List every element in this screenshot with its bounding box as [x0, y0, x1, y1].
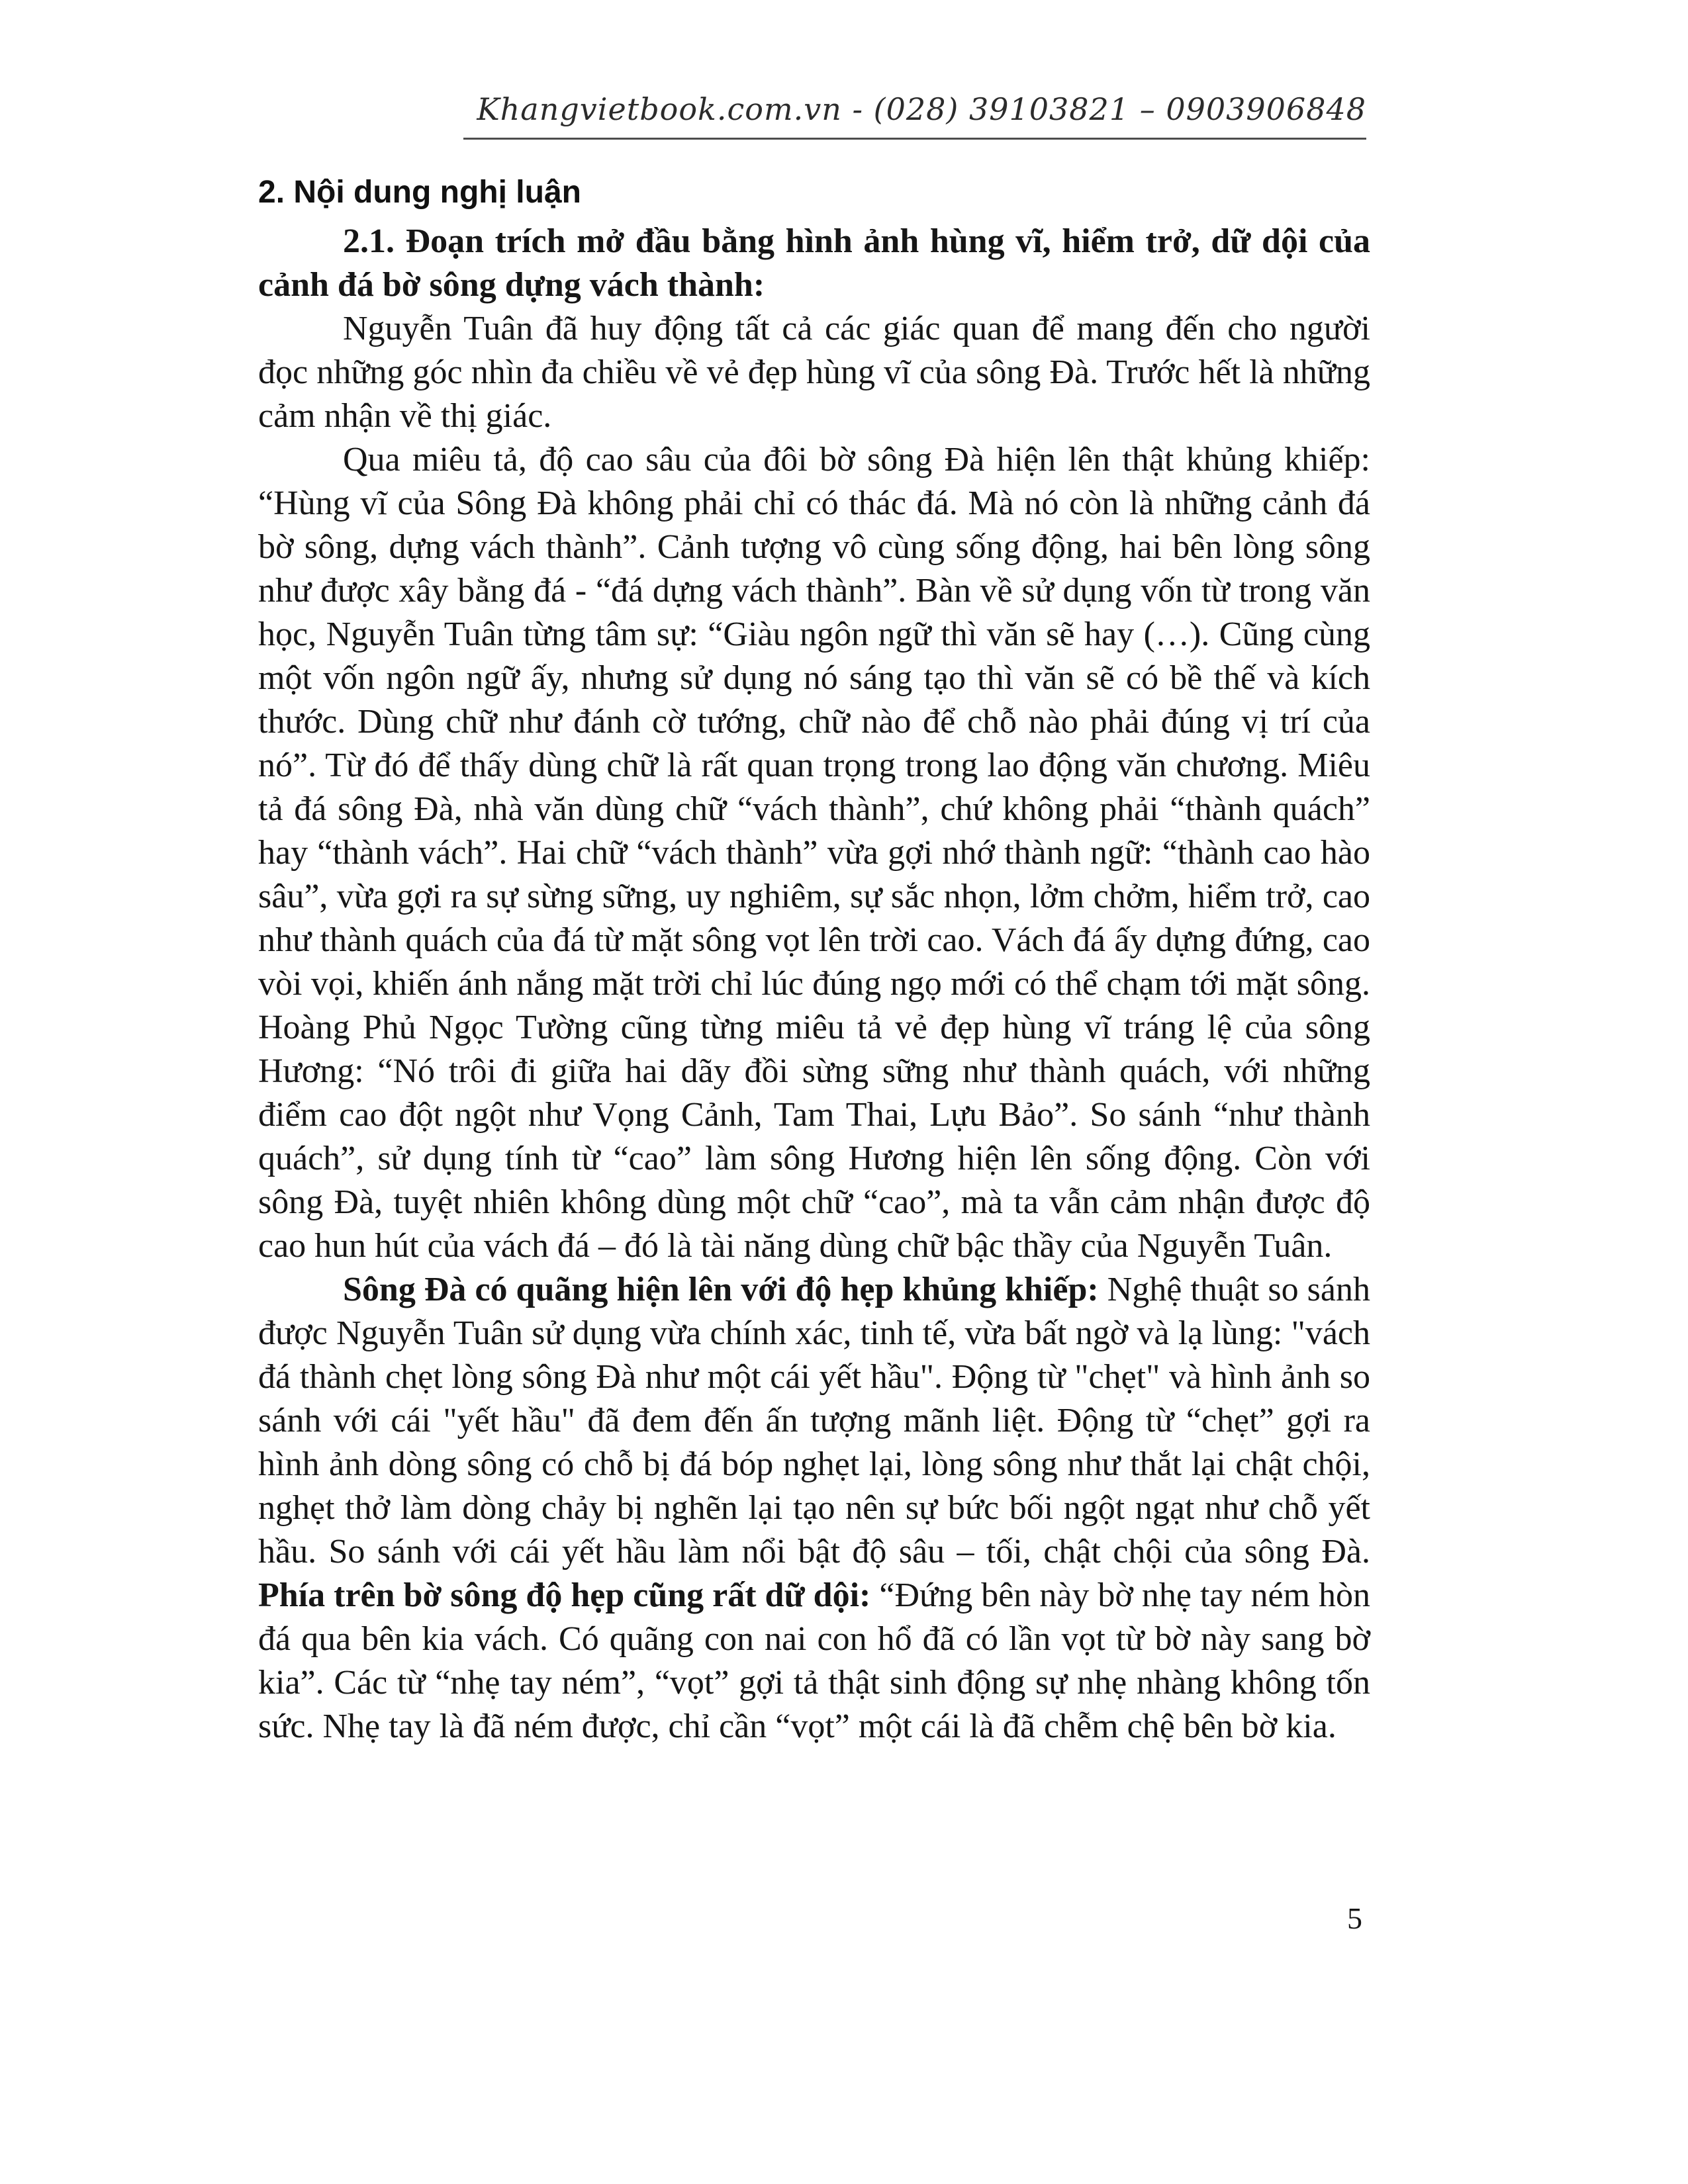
text-run: Qua miêu tả, độ cao sâu của đôi bờ sông Đà hiện lên thật khủng khiếp: “Hùng vĩ của Sông Đà không phải chỉ có thác đá. Mà nó còn là những cảnh đá bờ sông, dựng vách thành”. Cảnh tượng vô cùng sống động, hai bên lòng sông như được xây bằng đá - “đá dựng vách thành”. Bàn về sử dụng vốn từ trong văn học, Nguyễn Tuân từng tâm sự: “Giàu ngôn ngữ thì văn sẽ hay (…). Cũng cùng một vốn ngôn ngữ ấy, nhưng sử dụng nó sáng tạo thì văn sẽ có bề thế và kích thước. Dùng chữ như đánh cờ tướng, chữ nào để chỗ nào phải đúng vị trí của nó”. Từ đó để thấy dùng chữ là rất quan trọng trong lao động văn chương. Miêu tả đá sông Đà, nhà văn dùng chữ “vách thành”, chứ không phải “thành quách” hay “thành vách”. Hai chữ “vách thành” vừa gợi nhớ thành ngữ: “thành cao hào sâu”, vừa gợi ra sự sừng sững, uy nghiêm, sự sắc nhọn, lởm chởm, hiểm trở, cao như thành quách của đá từ mặt sông vọt lên trời cao. Vách đá ấy dựng đứng, cao vòi vọi, khiến ánh nắng mặt trời chỉ lúc đúng ngọ mới có thể chạm tới mặt sông. Hoàng Phủ Ngọc Tường cũng từng miêu tả vẻ đẹp hùng vĩ tráng lệ của sông Hương: “Nó trôi đi giữa hai dãy đồi sừng sững như thành quách, với những điểm cao đột ngột như Vọng Cảnh, Tam Thai, Lựu Bảo”. So sánh “như thành quách”, sử dụng tính từ “cao” làm sông Hương hiện lên sống động. Còn với sông Đà, tuyệt nhiên không dùng một chữ “cao”, mà ta vẫn cảm nhận được độ cao hun hút của vách đá – đó là tài năng dùng chữ bậc thầy của Nguyễn Tuân.: [258, 441, 1370, 1265]
page-number: 5: [1347, 1901, 1362, 1935]
text-run: Sông Đà có quãng hiện lên với độ hẹp khủng khiếp:: [343, 1271, 1107, 1308]
header-website-phone: Khangvietbook.com.vn - (028) 39103821 – 0903906848: [477, 91, 1366, 127]
document-body: [258, 171, 1370, 1749]
text-run: Nguyễn Tuân đã huy động tất cả các giác quan để mang đến cho người đọc những góc nhìn đa chiều về vẻ đẹp hùng vĩ của sông Đà. Trước hết là những cảm nhận về thị giác.: [258, 310, 1370, 435]
paragraph-vach-thanh: [258, 438, 1370, 1268]
text-run: 2.1. Đoạn trích mở đầu bằng hình ảnh hùng vĩ, hiểm trở, dữ dội của cảnh đá bờ sông dựng vách thành:: [258, 222, 1370, 304]
paragraph-do-hep: [258, 1268, 1370, 1749]
text-run: “Đứng bên này bờ nhẹ tay ném hòn đá qua bên kia vách. Có quãng con nai con hổ đã có lần vọt từ bờ này sang bờ kia”. Các từ “nhẹ tay ném”, “vọt” gợi tả thật sinh động sự nhẹ nhàng không tốn sức. Nhẹ tay là đã ném được, chỉ cần “vọt” một cái là đã chễm chệ bên bờ kia.: [258, 1576, 1370, 1745]
section-heading: 2. Nội dung nghị luận: [258, 175, 581, 210]
paragraphs-container: [258, 220, 1370, 1749]
paragraph-visual-senses: [258, 307, 1370, 438]
subsection-heading: [258, 220, 1370, 307]
text-run: Phía trên bờ sông độ hẹp cũng rất dữ dội:: [258, 1576, 880, 1614]
page-header: [463, 91, 1366, 140]
text-run: Nghệ thuật so sánh được Nguyễn Tuân sử dụng vừa chính xác, tinh tế, vừa bất ngờ và lạ lùng: "vách đá thành chẹt lòng sông Đà như một cái yết hầu". Động từ "chẹt" và hình ảnh so sánh với cái "yết hầu" đã đem đến ấn tượng mãnh liệt. Động từ “chẹt” gợi ra hình ảnh dòng sông có chỗ bị đá bóp nghẹt lại, lòng sông như thắt lại chật chội, nghẹt thở làm dòng chảy bị nghẽn lại tạo nên sự bức bối ngột ngạt như chỗ yết hầu. So sánh với cái yết hầu làm nổi bật độ sâu – tối, chật chội của sông Đà.: [258, 1271, 1370, 1570]
